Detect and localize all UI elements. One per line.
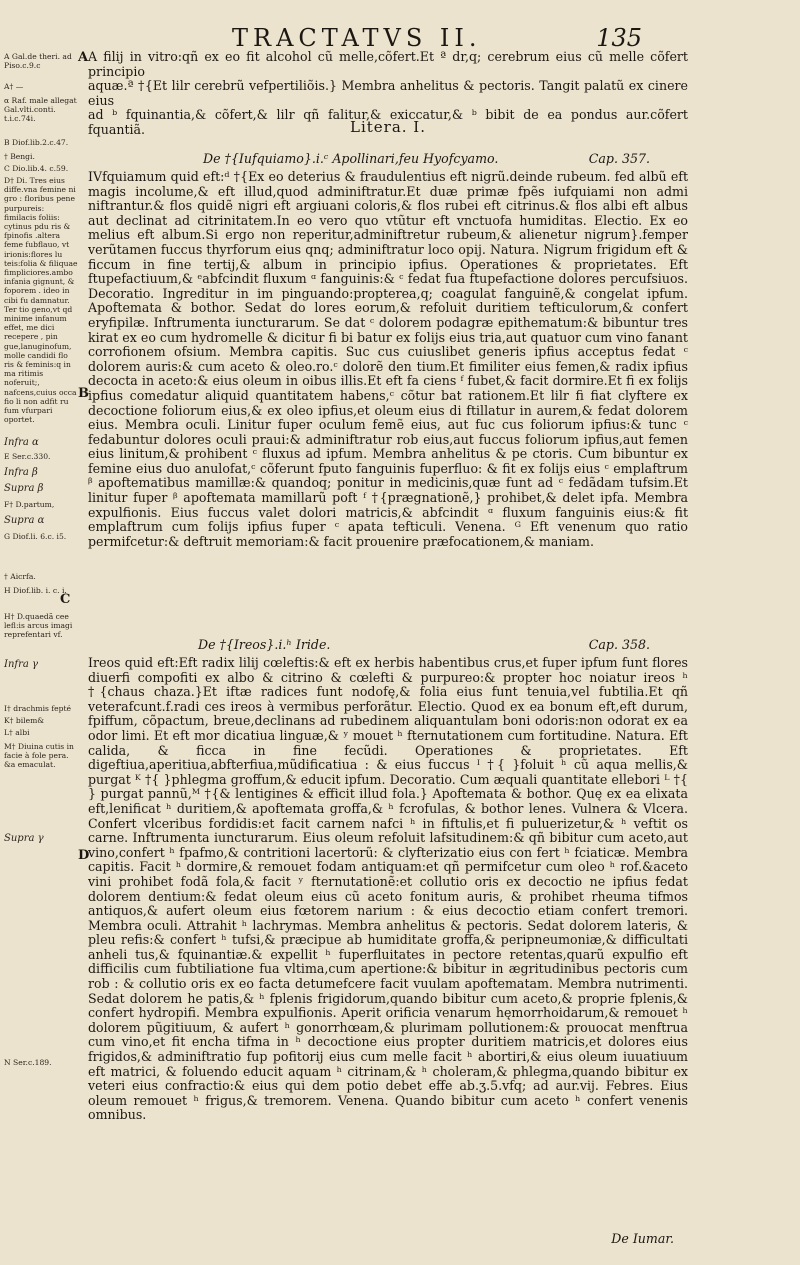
margin-note: Supra α	[4, 515, 45, 526]
margin-note: α Raf. male allegat Gal.vlti.conti. t.i.c.74i.	[4, 96, 77, 124]
margin-note: E Ser.c.330.	[4, 452, 51, 461]
section-title: Litera. I.	[349, 118, 426, 136]
section-letter-a: A	[78, 50, 89, 65]
chapter-heading-357	[88, 152, 688, 168]
chapter-heading-358	[88, 638, 688, 654]
margin-note: Supra β	[4, 483, 44, 494]
margin-note: Infra α	[4, 437, 39, 448]
chapter-number: Cap. 358.	[588, 637, 650, 652]
running-title: TRACTATVS II.	[232, 24, 482, 52]
section-letter-d: D	[78, 848, 90, 863]
section-letter-b: B	[78, 386, 89, 401]
margin-note: K† bilem&	[4, 716, 45, 725]
chapter-title: De †{Iufquiamo}.i.ᶜ Apollinari,feu Hyofcyamo.	[203, 151, 499, 166]
margin-note: Supra γ	[4, 833, 44, 844]
margin-note: G Diof.li. 6.c. i5.	[4, 532, 67, 541]
intro-line: A filij in vitro:qñ ex eo fit alcohol cũ melle,cõfert.Et ª dr,q; cerebrum eius cũ melle cõfert principio	[88, 49, 688, 79]
margin-note: N Ser.c.189.	[4, 1058, 52, 1067]
section-letter-c: C	[60, 592, 71, 607]
chapter-358-text	[88, 656, 688, 1230]
intro-line: ad ᵇ fquinantia,& cõfert,& lilr qñ falitur,& exiccatur,& ᵇ bibit de ea pondus aur.cõfert fquantiã.	[88, 107, 688, 137]
page-number: 135	[596, 24, 642, 52]
margin-note: I† drachmis fepté	[4, 704, 72, 713]
margin-note: B Diof.lib.2.c.47.	[4, 138, 69, 147]
margin-note: A Gal.de theri. ad Piso.c.9.c	[4, 52, 72, 71]
chapter-number: Cap. 357.	[588, 151, 650, 166]
chapter-title: De †{Ireos}.i.ʰ Iride.	[198, 637, 331, 652]
margin-note: D† Di. Tres eius diffe.vna femine ni gro : floribus pene purpureis: fimilacis foliis: cytinus pdu ris & fpinofis .altera feme fubflauo, vt irionis:flores lu teis:folia & filiquae fimpliciores.ambo infania gignunt, & foporem . ideo in cibi fu damnatur. Ter tio geno,vt qd minime infanum effet, me dici recepere , pin gue,lanuginofum, molle candidi flo ris & feminis:q in ma ritimis noferuit;, nafcens,cuius occa fio li non adfit ru fum vfurpari oportet.	[4, 176, 78, 425]
chapter-body: IVfquiamum quid eft:ᵈ †{Ex eo deterius & fraudulentius eft nigrũ.deinde rubeum. fed albũ eft magis incolume,& eft illud,quod adminiftratur.Et duæ primæ fpẽs iufquiami non admi niftrantur.& flos quidẽ nigri eft argiuani coloris,& flos rubei eft citrinus.& flos albi eft albus aut declinat ad citrinitatem.In eo vero quo vtũtur eft vnctuofa humiditas. Electio. Ex eo melius eft album.Si ergo non reperitur,adminiftretur rubeum,& alienetur nigrum}.femper verũtamen fuccus thyrforum eius qnq; adminiftratur loco opij. Natura. Nigrum frigidum eft & ficcum in fine tertij,& album in principio ipfius. Operationes & proprietates. Eft ftupefactiuum,& ᵉabfcindit fluxum ᵅ fanguinis:& ᶜ fedat fua ftupefactione dolores percufsiuos. Decoratio. Ingreditur in im pinguando:propterea,q; coagulat fanguinẽ,& congelat ipfum. Apoftemata & bothor. Sedat do lores eorum,& refoluit duritiem tefticulorum,& confert eryfipilæ. Inftrumenta iuncturarum. Se dat ᶜ dolorem podagræ epithematum:& bibuntur tres kirat ex eo cum hydromelle & dicitur fi bi batur ex folijs eius tria,aut quatuor cum vino fanant corrofionem ofsium. Membra capitis. Suc cus cuiuslibet generis ipfius acceptus fedat ᶜ dolorem auris:& cum aceto & oleo.ro.ᶜ dolorẽ den tium.Et fimiliter eius femen,& radix ipfius decocta in aceto:& eius oleum in oibus illis.Et eft fa ciens ᶠ fubet,& facit dormire.Et fi ex folijs ipfius comedatur aliquid quantitatem habens,ᶜ cõtur bat rationem.Et lilr fi fiat clyftere ex decoctione foliorum eius,& ex oleo ipfius,et oleum eius di ftillatur in aurem,& fedat dolorem eius. Membra oculi. Linitur fuper oculum femẽ eius, aut fuc cus foliorum ipfius:& tunc ᶜ fedabuntur dolores oculi praui:& adminiftratur rob eius,aut fuccus foliorum ipfius,aut femen eius linitum,& prohibent ᶜ fluxus ad ipfum. Membra anhelitus & pe ctoris. Cum bibuntur ex femine eius duo anulofat,ᶜ cõferunt fputo fanguinis fuperfluo: & fit ex folijs eius ᶜ emplaftrum ᵝ apoftematibus mamillæ:& quandoq; ponitur in medicinis,quæ funt ad ᶜ fedãdam tufsim.Et linitur fuper ᵝ apoftemata mamillarũ poft ᶠ †{prægnationẽ,} prohibet,& delet ipfa. Membra expulfionis. Eius fuccus valet dolori matricis,& abfcindit ᵅ fluxum fanguinis eius:& fit emplaftrum cum folijs ipfius fuper ᶜ apata tefticuli. Venena. ᴳ Eft venenum quo ratio permifcetur:& deftruit memoriam:& facit prouenire præfocationem,& maniam.	[88, 170, 688, 549]
margin-note: C Dio.lib.4. c.59.	[4, 164, 69, 173]
margin-note: Infra γ	[4, 659, 38, 670]
margin-note: F† D.partum,	[4, 500, 55, 509]
margin-note: H Diof.lib. i. c. i.	[4, 586, 67, 595]
margin-notes	[4, 52, 76, 1252]
margin-note: A† —	[4, 82, 24, 91]
catchword: De Iumar.	[611, 1231, 674, 1246]
margin-note: † Aicrfa.	[4, 572, 36, 581]
intro-line: aquæ.ª †{Et lilr cerebrũ vefpertiliõis.} Membra anhelitus & pectoris. Tangit palatũ ex cinere eius	[88, 78, 688, 108]
margin-note: H† D.quaedã cee lefl:is arcus imagi reprefentari vf.	[4, 612, 73, 640]
catchword-row	[88, 1232, 688, 1250]
margin-note: † Bengi.	[4, 152, 35, 161]
margin-note: Infra β	[4, 467, 38, 478]
chapter-357-text	[88, 170, 688, 632]
chapter-body: Ireos quid eft:Eft radix lilij cœleftis:& eft ex herbis habentibus crus,et fuper ipfum funt flores diuerfi compofiti ex albo & citrino & cœlefti & purpureo:& propter hoc noiatur ireos ʰ †{chaus chaza.}Et iftæ radices funt nodofę,& folia eius funt tenuia,vel fubtilia.Et qñ veterafcunt.f.radi ces ireos à vermibus perforãtur. Electio. Quod ex ea bonum eft,eft durum, fpiffum, cõpactum, breue,declinans ad rubedinem aliquantulam boni odoris:non odorat ex ea odor limi. Et eft mor dicatiua linguæ,& ʸ mouet ʰ fternutationem cum fortitudine. Natura. Eft calida, & ficca in fine fecũdi. Operationes & proprietates. Eft digeftiua,aperitiua,abfterfiua,mũdificatiua : & eius fuccus ᴵ †{ }foluit ʰ cũ aqua mellis,& purgat ᴷ †{ }phlegma groffum,& educit ipfum. Decoratio. Cum æquali quantitate ellebori ᴸ †{ } purgat pannũ,ᴹ †{& lentigines & efficit illud fola.} Apoftemata & bothor. Quę ex ea elixata eft,lenificat ʰ duritiem,& apoftemata groffa,& ʰ fcrofulas, & bothor lenes. Vulnera & Vlcera. Confert vlceribus fordidis:et facit carnem nafci ʰ in fiftulis,et fi puluerizetur,& ʰ veftit os carne. Inftrumenta iuncturarum. Eius oleum refoluit lafsitudinem:& qñ bibitur cum aceto,aut vino,confert ʰ fpafmo,& contritioni lacertorũ: & clyfterizatio eius con fert ʰ fciaticæ. Membra capitis. Facit ʰ dormire,& remouet fodam antiquam:et qñ permifcetur cum oleo ʰ rof.&aceto vini prohibet fodã fola,& facit ʸ fternutationẽ:et collutio oris ex decoctio ne ipfius fedat dolorem dentium:& fedat oleum eius cũ aceto fonitum auris, & prohibet rheuma tifmos antiquos,& aufert oleum eius fœtorem narium : & eius decoctio etiam confert tremori. Membra oculi. Attrahit ʰ lachrymas. Membra anhelitus & pectoris. Sedat dolorem lateris, & pleu refis:& confert ʰ tufsi,& præcipue ab humiditate groffa,& peripneumoniæ,& difficultati anheli tus,& fquinantiæ.& expellit ʰ fuperfluitates in pectore retentas,quarũ expulfio eft difficilis cum fubtiliatione fua vltima,cum apertione:& bibitur in ægritudinibus pectoris cum rob : & collutio oris ex eo facta detumefcere facit vuulam apoftematam. Membra nutrimenti. Sedat dolorem he patis,& ʰ fplenis frigidorum,quando bibitur cum aceto,& proprie fplenis,& confert hydropifi. Membra expulfionis. Aperit orificia venarum hęmorrhoidarum,& remouet ʰ dolorem pũgitiuum, & aufert ʰ gonorrhœam,& plurimam pollutionem:& prouocat menftrua cum vino,et fit encha tifma in ʰ decoctione eius propter duritiem matricis,et dolores eius frigidos,& adminiftratio fup pofitorij eius cum melle facit ʰ abortiri,& eius oleum iuuatiuum eft matrici, & foluendo educit aquam ʰ citrinam,& ʰ choleram,& phlegma,quando bibitur ex veteri eius confractio:& eius qui dem potio debet effe ab.ʒ.5.vfq; ad aur.vij. Febres. Eius oleum remouet ʰ frigus,& tremorem. Venena. Quando bibitur cum aceto ʰ confert venenis omnibus.	[88, 656, 688, 1123]
margin-note: M† Diuina cutis in facie à fole pera. &a emaculat.	[4, 742, 74, 770]
margin-note: L† albi	[4, 728, 30, 737]
